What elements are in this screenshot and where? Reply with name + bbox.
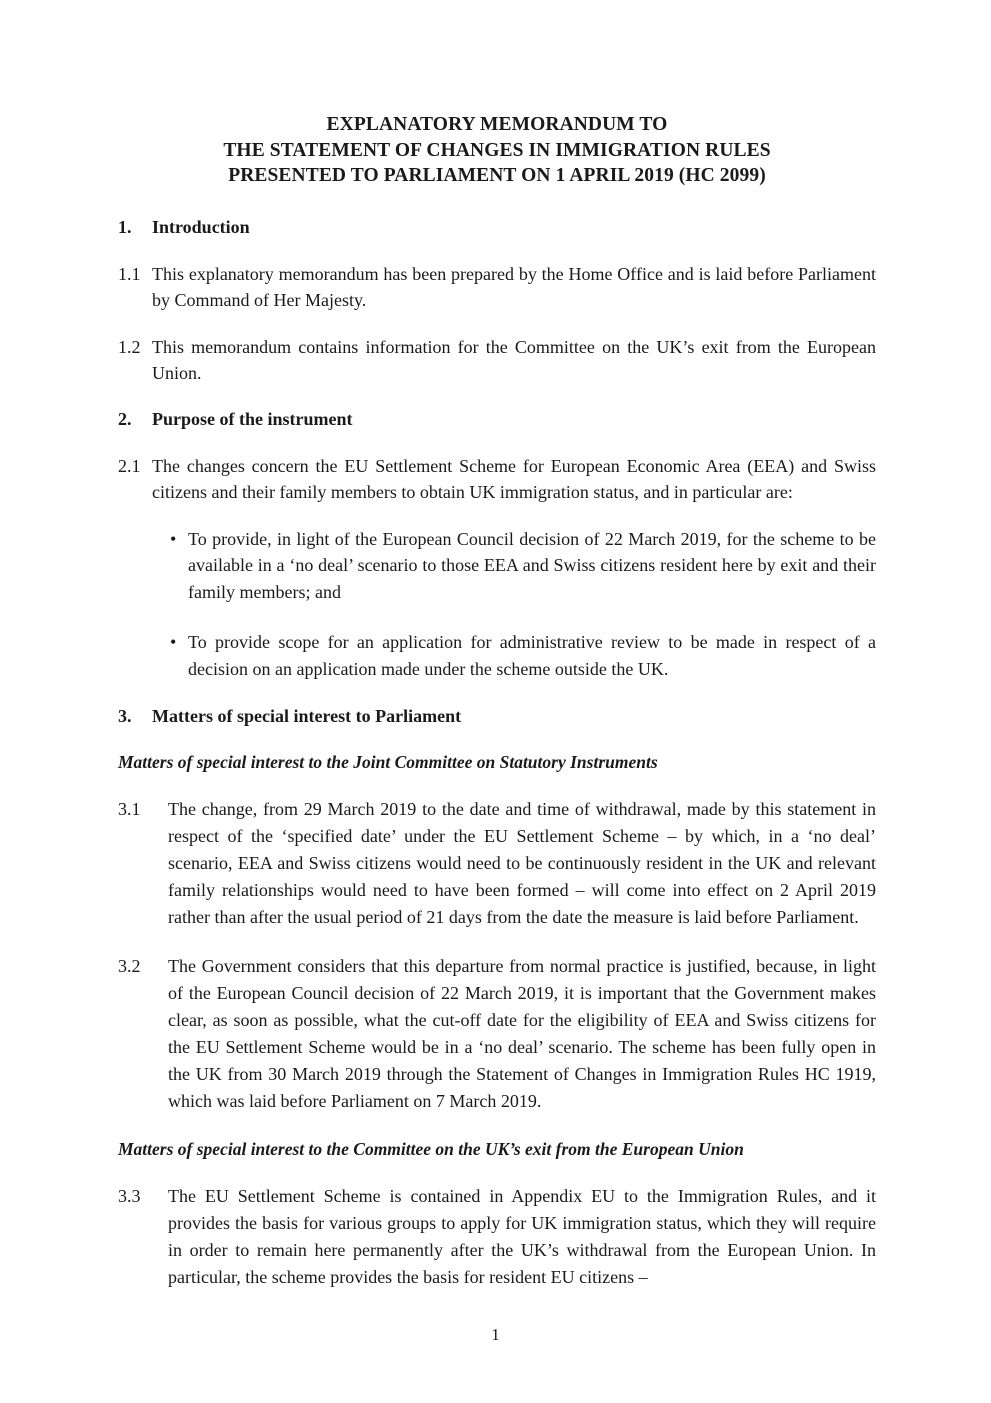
paragraph-number: 2.1 xyxy=(118,455,141,476)
paragraph-1-1 xyxy=(118,261,876,314)
paragraph-text: The Government considers that this departure from normal practice is justified, because, in light of the European Council decision of 22 March 2019, it is important that the Government makes clear, as soon as possible, what the cut-off date for the eligibility of EEA and Swiss citizens for the EU Settlement Scheme would be in a ‘no deal’ scenario. The scheme has been fully open in the UK from 30 March 2019 through the Statement of Changes in Immigration Rules HC 1919, which was laid before Parliament on 7 March 2019. xyxy=(168,956,876,1111)
title-line-2: THE STATEMENT OF CHANGES IN IMMIGRATION RULES xyxy=(223,139,771,161)
subheading-joint-committee: Matters of special interest to the Joint Committee on Statutory Instruments xyxy=(118,752,658,772)
paragraph-text: The change, from 29 March 2019 to the date and time of withdrawal, made by this statement in respect of the ‘specified date’ under the EU Settlement Scheme – by which, in a ‘no deal’ scenario, EEA and Swiss citizens would need to be continuously resident in the UK and relevant family relationships would need to have been formed – will come into effect on 2 April 2019 rather than after the usual period of 21 days from the date the measure is laid before Parliament. xyxy=(168,799,876,927)
paragraph-number: 3.1 xyxy=(118,799,141,819)
paragraph-text: This memorandum contains information for the Committee on the UK’s exit from the European Union. xyxy=(152,336,876,383)
list-item xyxy=(118,526,876,606)
paragraph-3-1 xyxy=(118,796,876,931)
paragraph-3-3 xyxy=(118,1183,876,1291)
section-number: 1. xyxy=(118,216,132,237)
title-line-3: PRESENTED TO PARLIAMENT ON 1 APRIL 2019 (HC 2099) xyxy=(228,165,766,186)
title-line-1: EXPLANATORY MEMORANDUM TO xyxy=(326,114,668,135)
document-title xyxy=(118,112,876,189)
section-heading-1 xyxy=(118,215,876,239)
paragraph-number: 3.3 xyxy=(118,1186,141,1206)
list-item-text: To provide, in light of the European Council decision of 22 March 2019, for the scheme to be available in a ‘no deal’ scenario to those EEA and Swiss citizens resident here by exit and their family members; and xyxy=(188,528,876,602)
paragraph-number: 1.2 xyxy=(118,336,141,357)
bullet-icon: • xyxy=(170,632,177,652)
section-heading-3 xyxy=(118,704,876,728)
paragraph-1-2 xyxy=(118,334,876,387)
section-title: Introduction xyxy=(152,216,250,237)
section-heading-2 xyxy=(118,407,876,431)
paragraph-3-2 xyxy=(118,953,876,1115)
purpose-bullet-list xyxy=(118,526,876,683)
paragraph-number: 1.1 xyxy=(118,263,141,284)
bullet-icon: • xyxy=(170,528,177,549)
paragraph-number: 3.2 xyxy=(118,956,141,976)
paragraph-2-1 xyxy=(118,453,876,506)
section-title: Purpose of the instrument xyxy=(152,408,353,429)
section-number: 2. xyxy=(118,408,132,429)
section-title: Matters of special interest to Parliament xyxy=(152,706,462,726)
subheading-eu-exit-committee: Matters of special interest to the Committee on the UK’s exit from the European Union xyxy=(118,1139,744,1159)
paragraph-text: This explanatory memorandum has been prepared by the Home Office and is laid before Parliament by Command of Her Majesty. xyxy=(152,263,876,310)
list-item-text: To provide scope for an application for administrative review to be made in respect of a decision on an application made under the scheme outside the UK. xyxy=(188,632,876,679)
list-item xyxy=(118,629,876,682)
paragraph-text: The EU Settlement Scheme is contained in Appendix EU to the Immigration Rules, and it provides the basis for various groups to apply for UK immigration status, which they will require in order to remain here permanently after the UK’s withdrawal from the European Union. In particular, the scheme provides the basis for resident EU citizens – xyxy=(168,1186,876,1287)
paragraph-text: The changes concern the EU Settlement Scheme for European Economic Area (EEA) and Swiss citizens and their family members to obtain UK immigration status, and in particular are: xyxy=(152,455,876,502)
section-number: 3. xyxy=(118,706,132,726)
page-number: 1 xyxy=(491,1325,500,1344)
document-body xyxy=(118,112,876,1313)
